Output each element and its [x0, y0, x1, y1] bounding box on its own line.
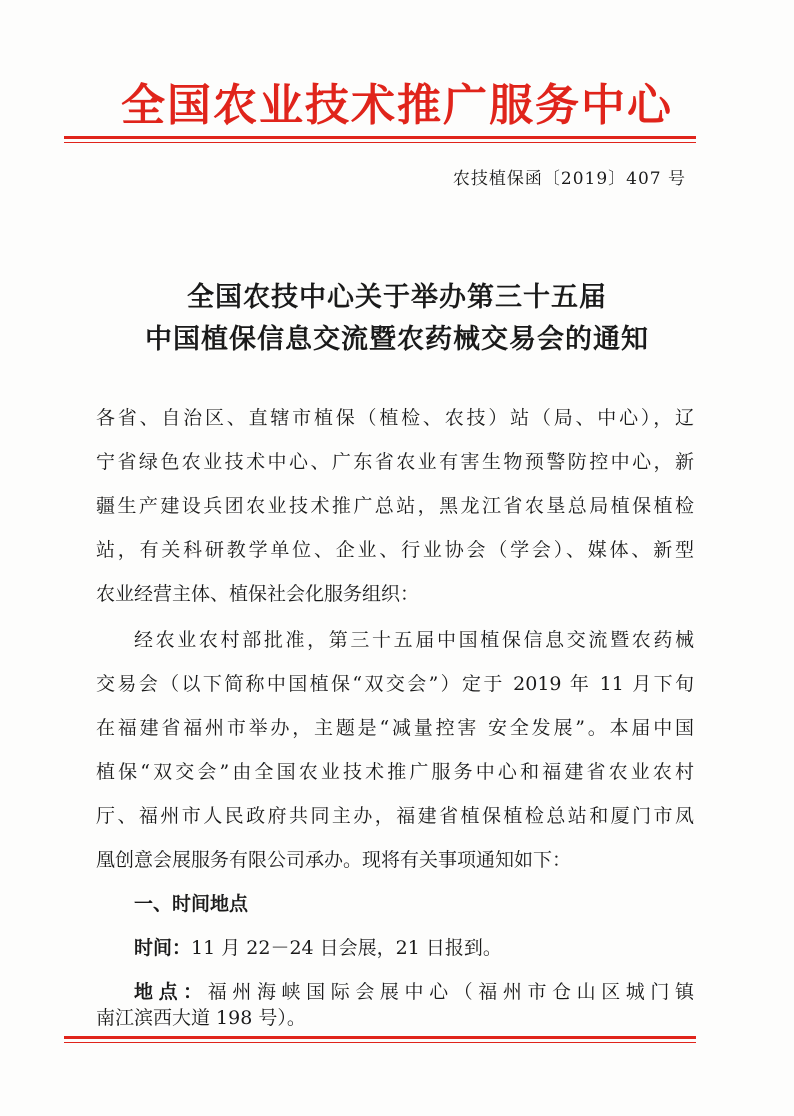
- footer-rule-thin: [64, 1042, 696, 1043]
- document-title-line-2: 中国植保信息交流暨农药械交易会的通知: [145, 324, 649, 355]
- paragraph-line-1: 经农业农村部批准，第三十五届中国植保信息交流暨农药械: [134, 629, 694, 651]
- addressee-line-5: 农业经营主体、植保社会化服务组织：: [96, 583, 420, 605]
- paragraph-line-3: 在福建省福州市举办，主题是“减量控害 安全发展”。本届中国: [96, 717, 694, 739]
- addressee-line-4: 站，有关科研教学单位、企业、行业协会（学会）、媒体、新型: [96, 539, 694, 561]
- addressee-line-1: 各省、自治区、直辖市植保（植检、农技）站（局、中心），辽: [96, 407, 694, 429]
- org-letterhead: 全国农业技术推广服务中心: [121, 80, 673, 131]
- paragraph-line-4: 植保“双交会”由全国农业技术推广服务中心和福建省农业农村: [96, 761, 694, 783]
- place-row: [134, 978, 694, 1006]
- time-row: [134, 934, 694, 962]
- document-number: 农技植保函〔2019〕407 号: [452, 169, 686, 189]
- footer-rule-thick: [64, 1036, 696, 1039]
- addressee-line-3: 疆生产建设兵团农业技术推广总站，黑龙江省农垦总局植保植检: [96, 495, 694, 517]
- document-title-line-1: 全国农技中心关于举办第三十五届: [187, 282, 607, 313]
- time-value: 11 月 22－24 日会展，21 日报到。: [191, 937, 502, 959]
- header-rule-thin: [64, 142, 696, 143]
- paragraph-line-6: 凰创意会展服务有限公司承办。现将有关事项通知如下：: [96, 849, 572, 871]
- addressee-line-2: 宁省绿色农业技术中心、广东省农业有害生物预警防控中心，新: [96, 451, 694, 473]
- place-value-line-1: 福州海峡国际会展中心（福州市仓山区城门镇: [207, 981, 694, 1003]
- paragraph-line-5: 厅、福州市人民政府共同主办，福建省植保植检总站和厦门市凤: [96, 805, 694, 827]
- section-heading-time-place: 一、时间地点: [134, 893, 249, 915]
- header-rule-thick: [64, 136, 696, 139]
- paragraph-line-2: 交易会（以下简称中国植保“双交会”）定于 2019 年 11 月下旬: [96, 673, 694, 695]
- place-label: 地点：: [134, 981, 208, 1003]
- place-value-line-2: 南江滨西大道 198 号）。: [96, 1007, 306, 1029]
- time-label: 时间：: [134, 937, 192, 959]
